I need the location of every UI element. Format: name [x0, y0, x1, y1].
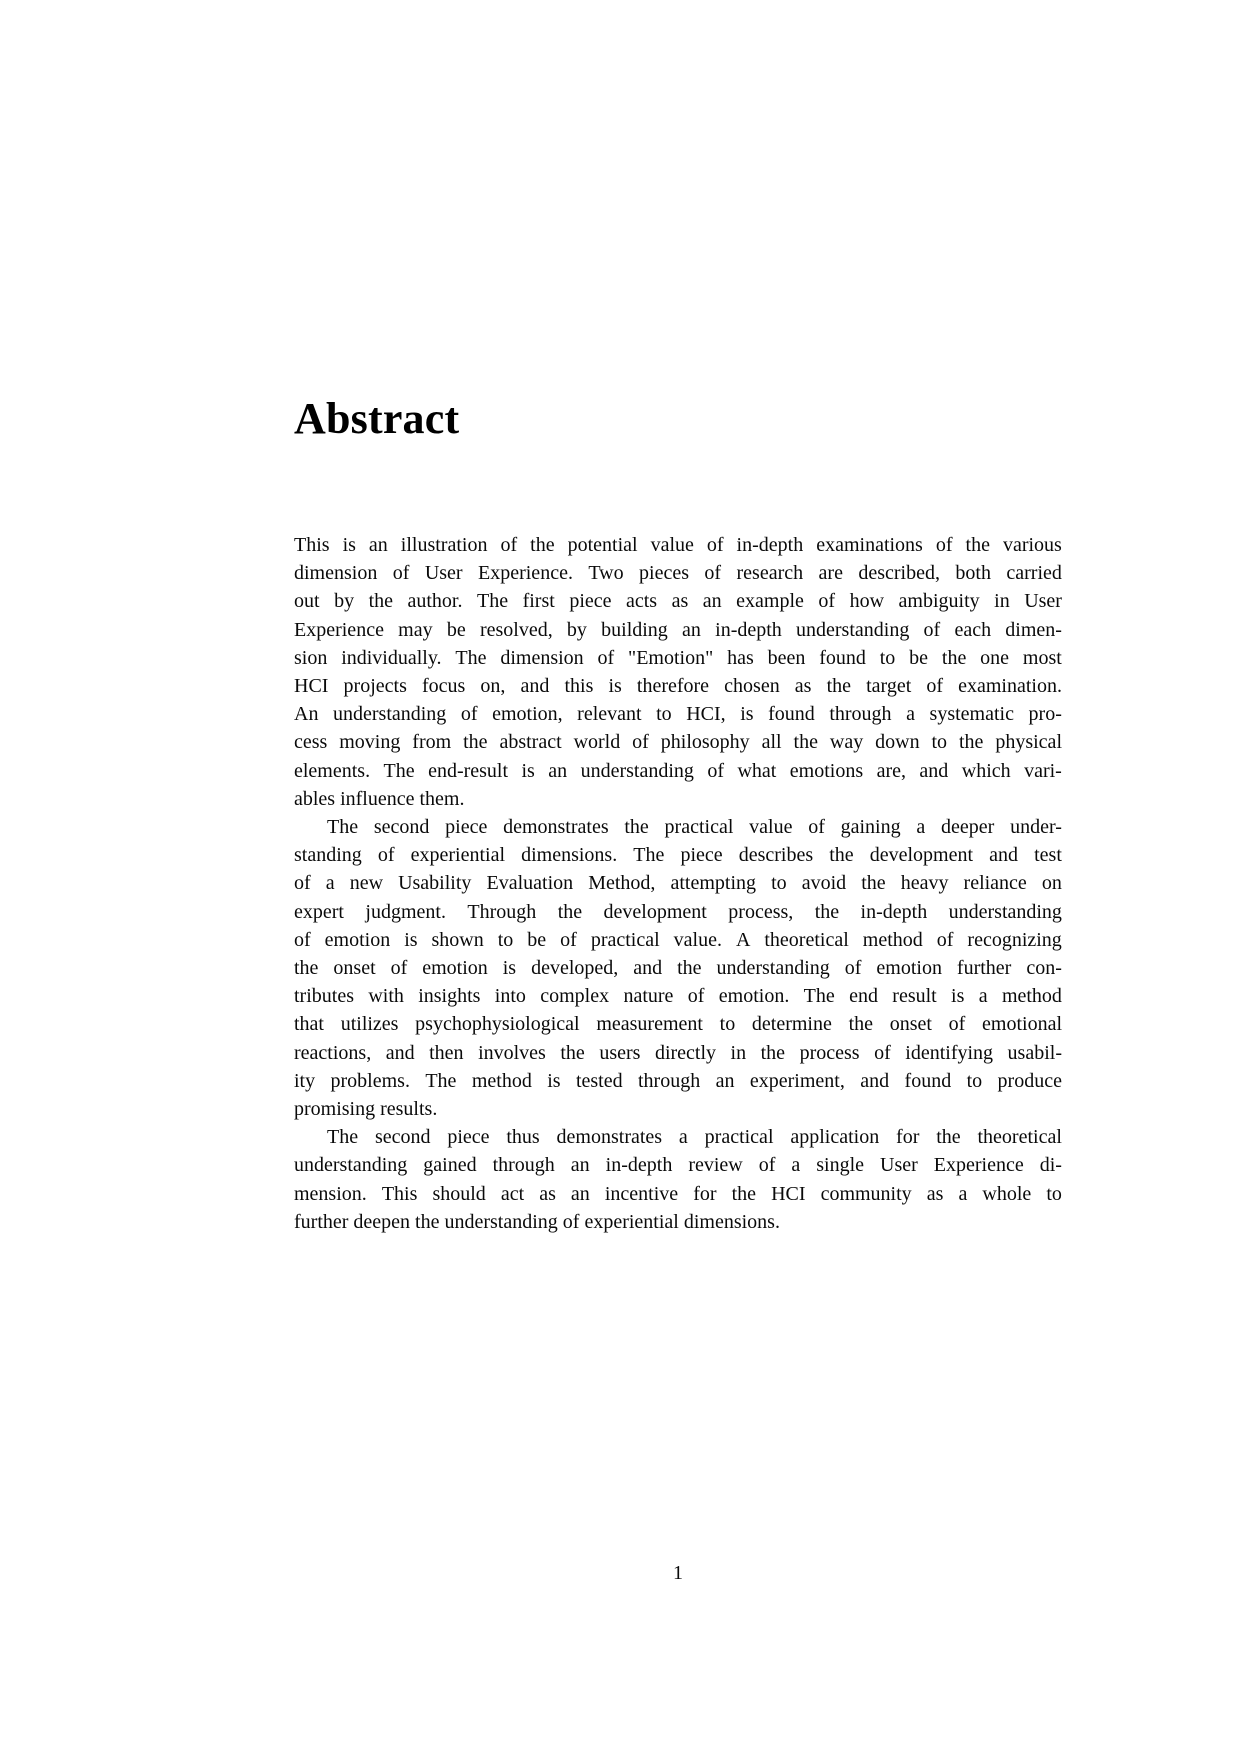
page-title: Abstract	[294, 394, 460, 443]
text-line: standing of experiential dimensions. The piece describes the development and test	[294, 844, 1062, 867]
abstract-body	[294, 531, 1062, 1236]
text-line: that utilizes psychophysiological measurement to determine the onset of emotional	[294, 1013, 1062, 1036]
text-line: understanding gained through an in-depth review of a single User Experience di-	[294, 1154, 1062, 1177]
text-line: the onset of emotion is developed, and the understanding of emotion further con-	[294, 957, 1062, 980]
text-line: The second piece thus demonstrates a practical application for the theoretical	[327, 1126, 1062, 1149]
text-line: tributes with insights into complex nature of emotion. The end result is a method	[294, 985, 1062, 1008]
text-line: Experience may be resolved, by building an in-depth understanding of each dimen-	[294, 618, 1062, 641]
text-line: This is an illustration of the potential value of in-depth examinations of the various	[294, 534, 1062, 556]
text-line: sion individually. The dimension of "Emotion" has been found to be the one most	[294, 646, 1062, 669]
text-line: out by the author. The first piece acts as an example of how ambiguity in User	[294, 590, 1062, 613]
text-line: cess moving from the abstract world of philosophy all the way down to the physical	[294, 731, 1062, 754]
text-line: elements. The end-result is an understanding of what emotions are, and which vari-	[294, 759, 1062, 782]
text-line: of emotion is shown to be of practical value. A theoretical method of recognizing	[294, 928, 1062, 951]
text-line: ity problems. The method is tested through an experiment, and found to produce	[294, 1069, 1062, 1092]
text-line: An understanding of emotion, relevant to HCI, is found through a systematic pro-	[294, 703, 1062, 726]
page-number: 1	[673, 1562, 683, 1584]
text-line: dimension of User Experience. Two pieces of research are described, both carried	[294, 562, 1062, 585]
text-line: mension. This should act as an incentive for the HCI community as a whole to	[294, 1182, 1062, 1205]
text-line: The second piece demonstrates the practical value of gaining a deeper under-	[327, 816, 1062, 839]
text-line: promising results.	[294, 1098, 438, 1121]
text-line: expert judgment. Through the development process, the in-depth understanding	[294, 900, 1062, 923]
text-line: reactions, and then involves the users directly in the process of identifying usabil-	[294, 1041, 1062, 1064]
text-line: further deepen the understanding of experiential dimensions.	[294, 1210, 780, 1233]
text-line: HCI projects focus on, and this is therefore chosen as the target of examination.	[294, 675, 1062, 698]
text-line: of a new Usability Evaluation Method, attempting to avoid the heavy reliance on	[294, 872, 1062, 895]
text-line: ables influence them.	[294, 787, 465, 810]
